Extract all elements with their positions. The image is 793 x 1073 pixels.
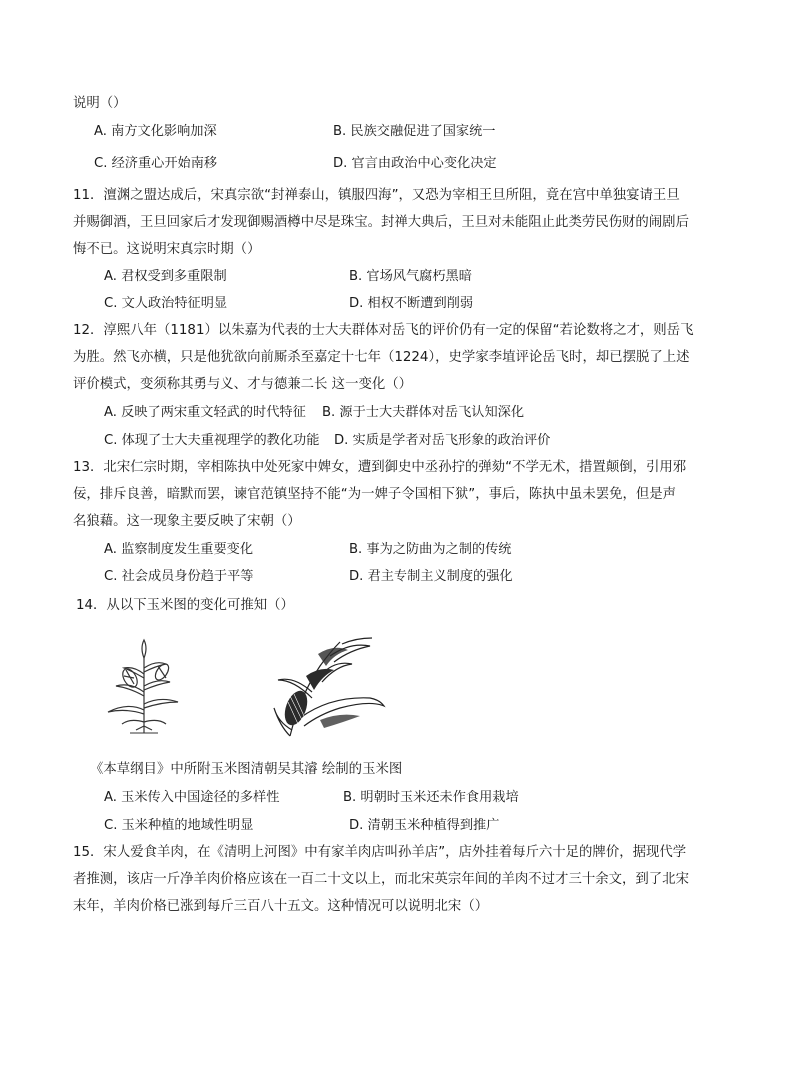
q13-stem-line-3: 名狼藉。这一现象主要反映了宋朝（） (73, 514, 301, 529)
q14-option-b[interactable]: B. 明朝时玉米还未作食用栽培 (343, 790, 519, 805)
q13-option-b[interactable]: B. 事为之防曲为之制的传统 (349, 542, 512, 557)
corn-drawing-right-figure (260, 636, 386, 740)
q14-option-a[interactable]: A. 玉米传入中国途径的多样性 (104, 790, 280, 805)
q10-option-b[interactable]: B. 民族交融促进了国家统一 (333, 124, 496, 139)
q15-stem-line-1: 15．宋人爱食羊肉，在《清明上河图》中有家羊肉店叫孙羊店”，店外挂着每斤六十足的牌价，据现代学 (73, 845, 687, 860)
q10-option-d[interactable]: D. 官言由政治中心变化决定 (333, 156, 497, 171)
q13-option-d[interactable]: D. 君主专制主义制度的强化 (349, 569, 513, 584)
q11-option-c[interactable]: C. 文人政治特征明显 (104, 296, 228, 311)
q11-option-b[interactable]: B. 官场风气腐朽黑暗 (349, 269, 472, 284)
q11-stem-line-3: 悔不已。这说明宋真宗时期（） (73, 242, 261, 257)
q12-option-b[interactable]: B. 源于士大夫群体对岳飞认知深化 (322, 405, 525, 420)
q13-option-c[interactable]: C. 社会成员身份趋于平等 (104, 569, 254, 584)
q10-stem-tail: 说明（） (73, 96, 127, 111)
q12-stem-line-1: 12．淳熙八年（1181）以朱嘉为代表的士大夫群体对岳飞的评价仍有一定的保留“若论数将之才，则岳飞 (73, 323, 694, 338)
q14-option-c[interactable]: C. 玉米种植的地域性明显 (104, 818, 254, 833)
q12-option-a[interactable]: A. 反映了两宋重文轻武的时代特征 (104, 405, 306, 420)
q12-option-d[interactable]: D. 实质是学者对岳飞形象的政治评价 (334, 433, 551, 448)
q12-stem-line-3: 评价模式，变须称其勇与义、才与德兼二长 这一变化（） (73, 377, 413, 392)
q14-figure-caption: 《本草纲目》中所附玉米图清朝吴其濬 绘制的玉米图 (90, 762, 403, 777)
q11-stem-line-1: 11．澶渊之盟达成后，宋真宗欲“封禅泰山，镇服四海”，又恐为宰相王旦所阻，竟在宫中单独宴请王旦 (73, 188, 680, 203)
q13-option-a[interactable]: A. 监察制度发生重要变化 (104, 542, 254, 557)
q14-stem-line-1: 14．从以下玉米图的变化可推知（） (76, 598, 294, 613)
q15-stem-line-2: 者推测，该店一斤净羊肉价格应该在一百二十文以上，而北宋英宗年间的羊肉不过才三十余文，到了北宋 (73, 872, 689, 887)
q11-option-d[interactable]: D. 相权不断遭到削弱 (349, 296, 474, 311)
q10-option-a[interactable]: A. 南方文化影响加深 (94, 124, 217, 139)
q12-stem-line-2: 为胜。然飞亦横，只是他犹欲向前厮杀至嘉定十七年（1224），史学家李埴评论岳飞时，却已摆脱了上述 (73, 350, 690, 365)
q11-option-a[interactable]: A. 君权受到多重限制 (104, 269, 227, 284)
q13-stem-line-2: 佞，排斥良善，暗默而罢，谏官范镇坚持不能“为一婢子令国相下狱”，事后，陈执中虽未罢免，但是声 (73, 487, 677, 502)
q11-stem-line-2: 并赐御酒，王旦回家后才发现御赐酒樽中尽是珠宝。封禅大典后，王旦对未能阻止此类劳民伤财的闹剧后 (73, 215, 689, 230)
q10-option-c[interactable]: C. 经济重心开始南移 (94, 156, 218, 171)
q14-option-d[interactable]: D. 清朝玉米种植得到推广 (349, 818, 500, 833)
corn-sketch-left-figure (100, 638, 186, 734)
q12-option-c[interactable]: C. 体现了士大夫重视理学的教化功能 (104, 433, 320, 448)
q13-stem-line-1: 13．北宋仁宗时期，宰相陈执中处死家中婢女，遭到御史中丞孙拧的弹劾“不学无术，措置颠倒，引用邪 (73, 460, 687, 475)
q15-stem-line-3: 末年，羊肉价格已涨到每斤三百八十五文。这种情况可以说明北宋（） (73, 899, 489, 914)
